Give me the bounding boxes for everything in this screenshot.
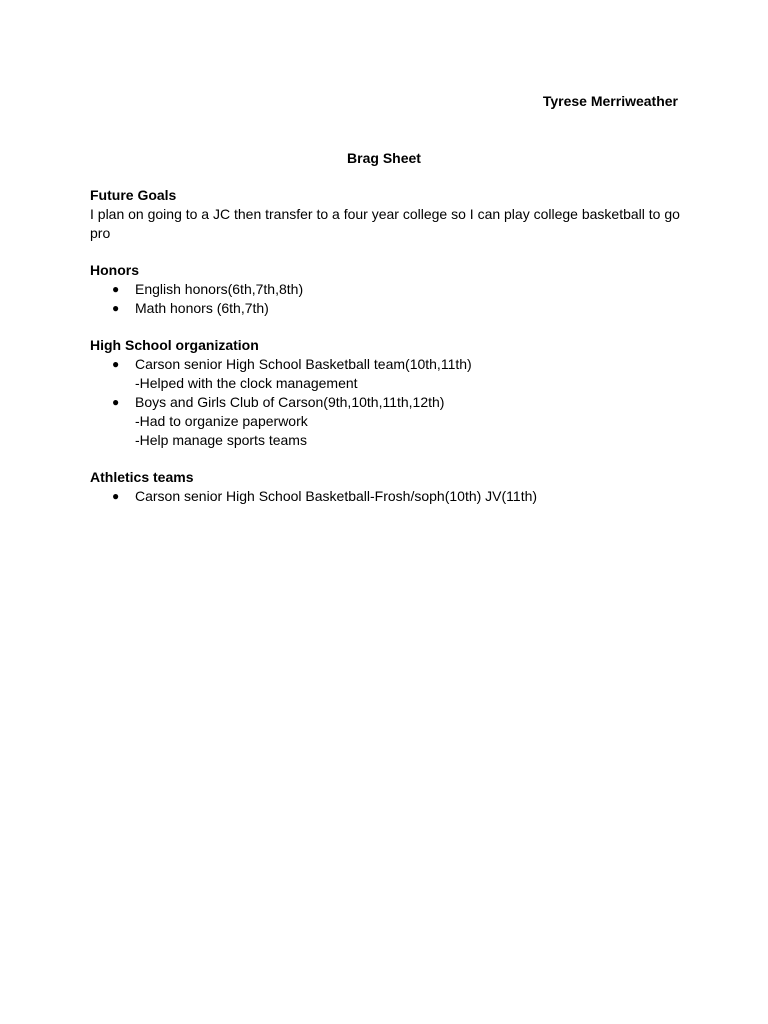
list-item-text: Carson senior High School Basketball-Frosh/soph(10th) JV(11th) (135, 488, 538, 504)
document-title: Brag Sheet (347, 150, 421, 166)
bullet-icon: ● (112, 395, 120, 409)
section-athletics (90, 468, 680, 506)
document-body (90, 186, 680, 524)
future-goals-text: I plan on going to a JC then transfer to a four year college so I can play college basketball to go pro (90, 206, 680, 241)
bullet-icon: ● (112, 489, 120, 503)
athletics-list (90, 487, 680, 506)
bullet-icon: ● (112, 301, 120, 315)
list-item-text: Math honors (6th,7th) (135, 300, 269, 316)
section-heading: Future Goals (90, 187, 177, 203)
list-item-detail: -Help manage sports teams (135, 432, 307, 448)
list-item (90, 487, 680, 506)
list-item-text: Boys and Girls Club of Carson(9th,10th,11th,12th) (135, 394, 445, 410)
list-item-text: Carson senior High School Basketball team(10th,11th) (135, 356, 472, 372)
section-future-goals (90, 186, 680, 243)
honors-list (90, 280, 680, 318)
list-item-detail: -Helped with the clock management (135, 375, 358, 391)
list-item (90, 280, 680, 299)
list-item (90, 299, 680, 318)
list-item (90, 355, 680, 393)
section-honors (90, 261, 680, 318)
bullet-icon: ● (112, 357, 120, 371)
section-heading: High School organization (90, 337, 259, 353)
bullet-icon: ● (112, 282, 120, 296)
section-heading: Athletics teams (90, 469, 194, 485)
section-organizations (90, 336, 680, 450)
organizations-list (90, 355, 680, 450)
list-item-text: English honors(6th,7th,8th) (135, 281, 304, 297)
list-item (90, 393, 680, 450)
section-heading: Honors (90, 262, 139, 278)
list-item-detail: -Had to organize paperwork (135, 413, 308, 429)
author-name: Tyrese Merriweather (542, 93, 678, 109)
